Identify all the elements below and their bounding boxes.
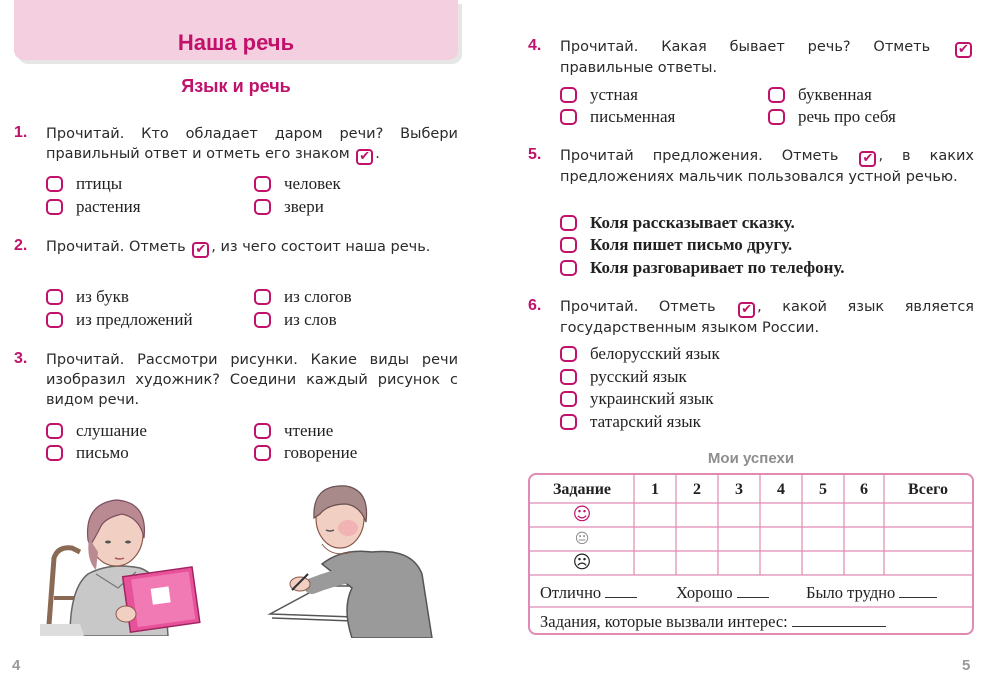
table-header-col: 1 [651, 481, 659, 498]
table-header-col: 5 [819, 481, 827, 498]
option-label: из букв [76, 287, 129, 306]
task-text-part: , какой язык является государственным языком России. [560, 299, 975, 336]
grade-good [676, 583, 769, 603]
checkmark-icon: ✔ [356, 149, 373, 165]
interest-row [540, 612, 886, 632]
task-text [46, 237, 458, 258]
option-label: чтение [284, 421, 334, 440]
grade-excellent [540, 583, 637, 603]
checkmark-icon: ✔ [955, 42, 972, 58]
neutral-face-icon: 😐 [574, 531, 590, 547]
task-number: 6. [528, 297, 542, 314]
option-label: белорусский язык [590, 344, 720, 363]
checkbox[interactable] [254, 176, 271, 192]
grade-difficult [806, 583, 937, 603]
task-text: Прочитай. Рассмотри рисунки. Какие виды речи изобразил художник? Соедини каждый рисунок с видом речи. [46, 352, 458, 408]
option-label: Коля рассказывает сказку. [590, 213, 795, 232]
sad-face-icon: ☹ [572, 552, 592, 573]
grade-label: Отлично [540, 583, 602, 602]
answer-blank[interactable] [737, 586, 769, 598]
checkbox[interactable] [254, 289, 271, 305]
grade-label: Хорошо [676, 583, 733, 602]
option-label: слушание [76, 421, 147, 440]
option-label: письмо [76, 443, 129, 462]
task-text-part: правильные ответы. [560, 60, 718, 76]
option-label: птицы [76, 174, 123, 193]
option-label: русский язык [590, 367, 687, 386]
task-text-part: , из чего состоит наша речь. [211, 239, 431, 255]
page-title: Наша речь [177, 30, 295, 55]
section-subtitle: Язык и речь [181, 76, 291, 96]
task-text-part: Прочитай. Какая бывает речь? Отметь [560, 39, 931, 55]
boy-writing-illustration [262, 478, 458, 638]
option-label: из предложений [76, 310, 193, 329]
task-text [560, 297, 974, 338]
checkbox[interactable] [560, 260, 577, 276]
checkbox[interactable] [254, 199, 271, 215]
option-label: звери [284, 197, 324, 216]
option-label: человек [284, 174, 341, 193]
option-label: украинский язык [590, 389, 714, 408]
option-label: Коля разговаривает по телефону. [590, 258, 845, 277]
girl-reading-illustration [40, 488, 220, 636]
checkbox[interactable] [46, 176, 63, 192]
checkbox[interactable] [254, 445, 271, 461]
checkbox[interactable] [46, 445, 63, 461]
checkbox[interactable] [560, 369, 577, 385]
interest-label: Задания, которые вызвали интерес: [540, 612, 788, 631]
checkbox[interactable] [560, 215, 577, 231]
table-header-total: Всего [908, 481, 948, 498]
task-text-part: Прочитай. Кто обладает даром речи? Выбери правильный ответ и отметь его знаком [46, 126, 458, 162]
task-text-part: . [375, 146, 380, 162]
task-text-part: Прочитай. Отметь [560, 299, 716, 315]
checkbox[interactable] [560, 414, 577, 430]
task-text [46, 124, 458, 165]
table-header-task: Задание [552, 481, 612, 498]
option-label: татарский язык [590, 412, 701, 431]
checkbox[interactable] [254, 423, 271, 439]
checkbox[interactable] [560, 87, 577, 103]
checkbox[interactable] [46, 289, 63, 305]
successes-table [528, 473, 974, 635]
page-number-right: 5 [962, 657, 971, 674]
grade-label: Было трудно [806, 583, 896, 602]
task-text [560, 146, 974, 187]
checkmark-icon: ✔ [859, 151, 876, 167]
task-text-part: , в каких предложениях мальчик пользовался устной речью. [560, 148, 974, 185]
checkbox[interactable] [46, 199, 63, 215]
task-number: 2. [14, 237, 28, 254]
table-header-col: 3 [735, 481, 743, 498]
table-header-col: 2 [693, 481, 701, 498]
checkbox[interactable] [768, 87, 785, 103]
checkbox[interactable] [46, 423, 63, 439]
option-label: устная [590, 85, 638, 104]
answer-blank[interactable] [899, 586, 937, 598]
task-text-part: Прочитай предложения. Отметь [560, 148, 839, 164]
checkbox[interactable] [560, 391, 577, 407]
option-label: говорение [284, 443, 358, 462]
successes-title: Мои успехи [707, 450, 795, 467]
checkbox[interactable] [254, 312, 271, 328]
option-label: растения [76, 197, 141, 216]
option-label: письменная [590, 107, 676, 126]
option-label: из слогов [284, 287, 352, 306]
option-label: речь про себя [798, 107, 896, 126]
task-text-part: Прочитай. Отметь [46, 239, 186, 255]
task-number: 1. [14, 124, 28, 141]
smile-icon: ☺ [572, 504, 592, 525]
answer-blank[interactable] [605, 586, 637, 598]
task-number: 4. [528, 37, 542, 54]
checkbox[interactable] [46, 312, 63, 328]
task-number: 5. [528, 146, 542, 163]
checkbox[interactable] [768, 109, 785, 125]
table-header-col: 4 [777, 481, 785, 498]
task-number: 3. [14, 350, 28, 367]
checkbox[interactable] [560, 109, 577, 125]
option-label: буквенная [798, 85, 872, 104]
checkbox[interactable] [560, 346, 577, 362]
checkbox[interactable] [560, 237, 577, 253]
option-label: Коля пишет письмо другу. [590, 235, 793, 254]
task-text [560, 37, 974, 78]
answer-blank[interactable] [792, 615, 886, 627]
page-number-left: 4 [12, 657, 21, 674]
table-header-col: 6 [860, 481, 868, 498]
option-label: из слов [284, 310, 337, 329]
checkmark-icon: ✔ [192, 242, 209, 258]
checkmark-icon: ✔ [738, 302, 755, 318]
